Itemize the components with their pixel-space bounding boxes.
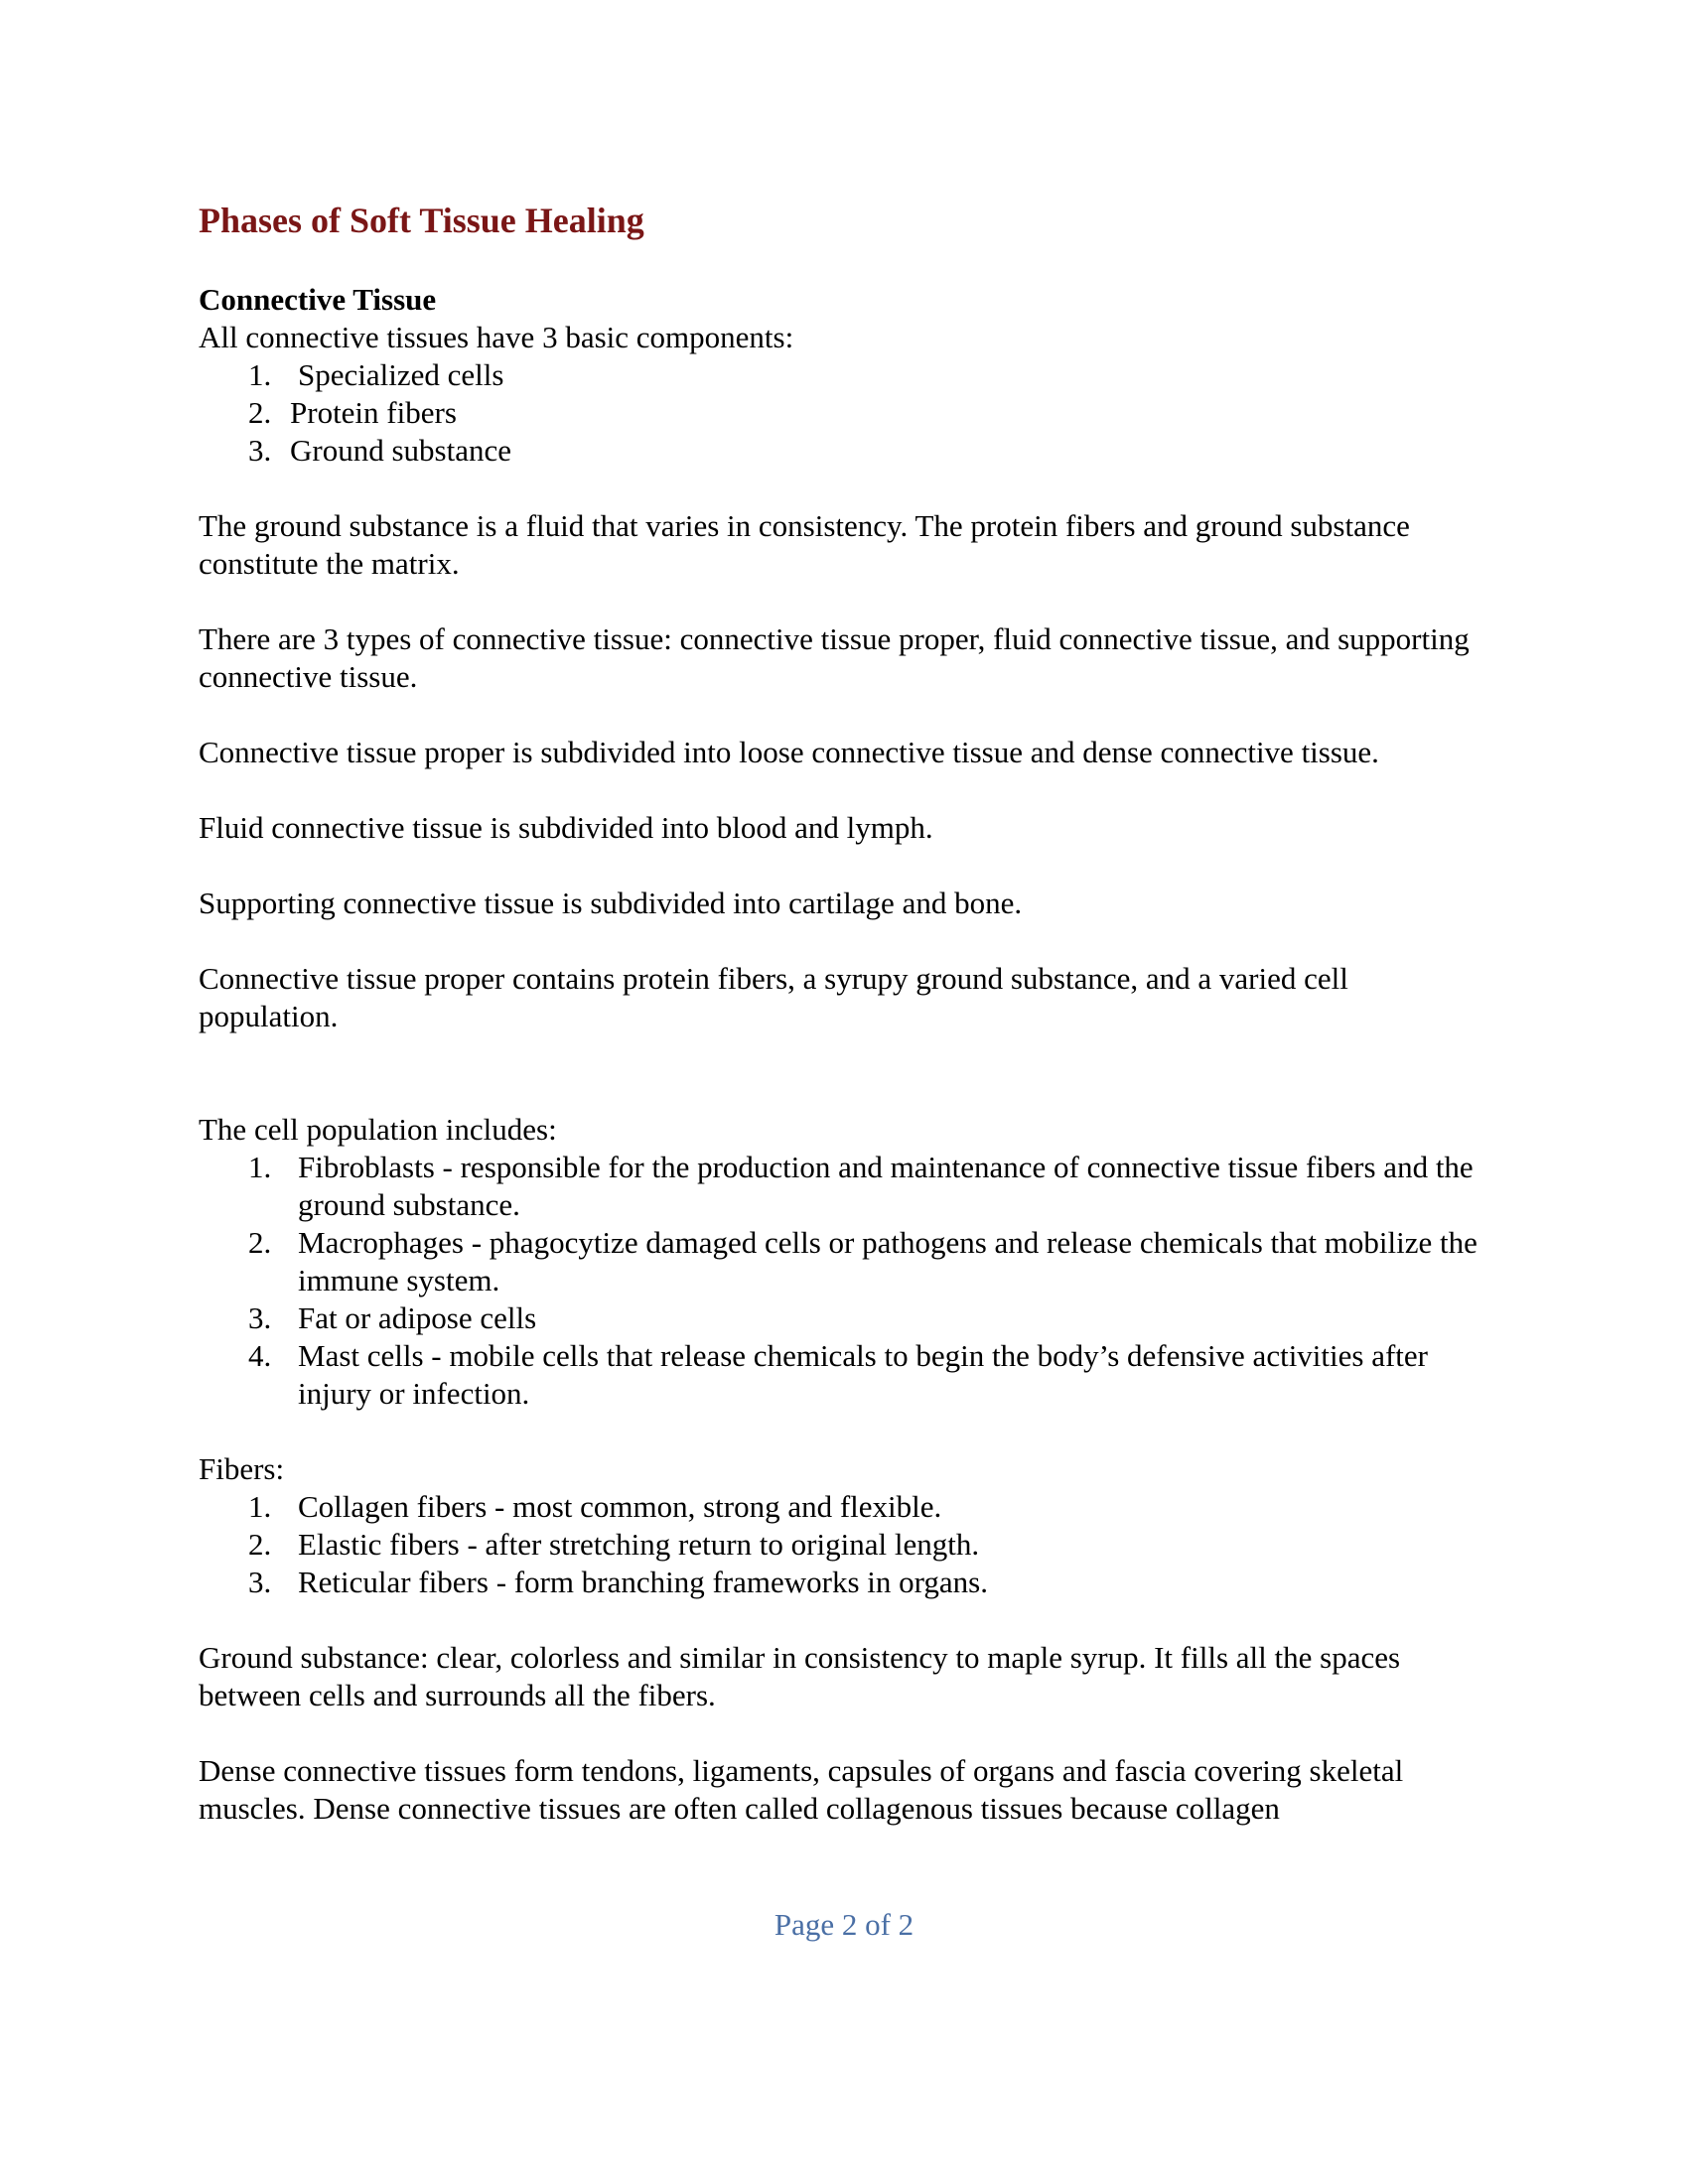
paragraph-proper-contains: Connective tissue proper contains protein fibers, a syrupy ground substance, and a varied cell population.	[199, 961, 1348, 1033]
list-number: 3.	[248, 1300, 272, 1335]
list-item	[199, 394, 1489, 432]
paragraph-types: There are 3 types of connective tissue: connective tissue proper, fluid connective tissue, and supporting connective tissue.	[199, 621, 1470, 694]
list-item-text: Elastic fibers - after stretching return to original length.	[298, 1527, 980, 1562]
list-item	[199, 1299, 1489, 1337]
list-number: 1.	[248, 357, 272, 392]
fibers-list	[199, 1488, 1489, 1601]
fibers-intro: Fibers:	[199, 1451, 285, 1486]
document-page	[199, 0, 1489, 2184]
list-item-text: Protein fibers	[290, 395, 457, 430]
list-number: 1.	[248, 1489, 272, 1524]
section-heading: Connective Tissue	[199, 282, 437, 317]
list-number: 1.	[248, 1150, 272, 1184]
list-item-text: Fibroblasts - responsible for the production and maintenance of connective tissue fibers and the ground substance.	[298, 1150, 1474, 1222]
list-item	[199, 1149, 1489, 1224]
list-item	[199, 1564, 1489, 1601]
components-list	[199, 356, 1489, 470]
list-number: 2.	[248, 1527, 272, 1562]
list-item	[199, 1488, 1489, 1526]
cell-population-list	[199, 1149, 1489, 1413]
components-intro: All connective tissues have 3 basic components:	[199, 320, 794, 354]
list-item-text: Collagen fibers - most common, strong and flexible.	[298, 1489, 942, 1524]
list-item-text: Mast cells - mobile cells that release chemicals to begin the body’s defensive activities after injury or infection.	[298, 1338, 1428, 1411]
page-footer: Page 2 of 2	[774, 1907, 914, 1942]
list-number: 3.	[248, 1565, 272, 1599]
list-number: 3.	[248, 433, 272, 468]
list-item-text: Macrophages - phagocytize damaged cells or pathogens and release chemicals that mobilize the immune system.	[298, 1225, 1477, 1297]
page-title: Phases of Soft Tissue Healing	[199, 201, 644, 240]
ground-substance-description: Ground substance: clear, colorless and similar in consistency to maple syrup. It fills all the spaces between cells and surrounds all the fibers.	[199, 1640, 1401, 1712]
list-item-text: Reticular fibers - form branching frameworks in organs.	[298, 1565, 988, 1599]
list-item	[199, 1526, 1489, 1564]
paragraph-ground-substance: The ground substance is a fluid that varies in consistency. The protein fibers and ground substance constitute the matrix.	[199, 508, 1410, 581]
paragraph-fluid: Fluid connective tissue is subdivided into blood and lymph.	[199, 810, 933, 845]
list-item-text: Fat or adipose cells	[298, 1300, 537, 1335]
paragraph-supporting: Supporting connective tissue is subdivided into cartilage and bone.	[199, 886, 1023, 920]
cell-population-intro: The cell population includes:	[199, 1112, 557, 1147]
list-number: 2.	[248, 395, 272, 430]
list-item	[199, 1337, 1489, 1413]
paragraph-proper: Connective tissue proper is subdivided into loose connective tissue and dense connective tissue.	[199, 735, 1379, 769]
list-item	[199, 356, 1489, 394]
list-item	[199, 1224, 1489, 1299]
dense-tissue-paragraph: Dense connective tissues form tendons, ligaments, capsules of organs and fascia covering skeletal muscles. Dense connective tissues are often called collagenous tissues because collagen	[199, 1753, 1404, 1826]
list-item-text: Specialized cells	[298, 357, 504, 392]
list-item-text: Ground substance	[290, 433, 511, 468]
list-number: 2.	[248, 1225, 272, 1260]
document-body	[199, 281, 1489, 1828]
list-number: 4.	[248, 1338, 272, 1373]
list-item	[199, 432, 1489, 470]
